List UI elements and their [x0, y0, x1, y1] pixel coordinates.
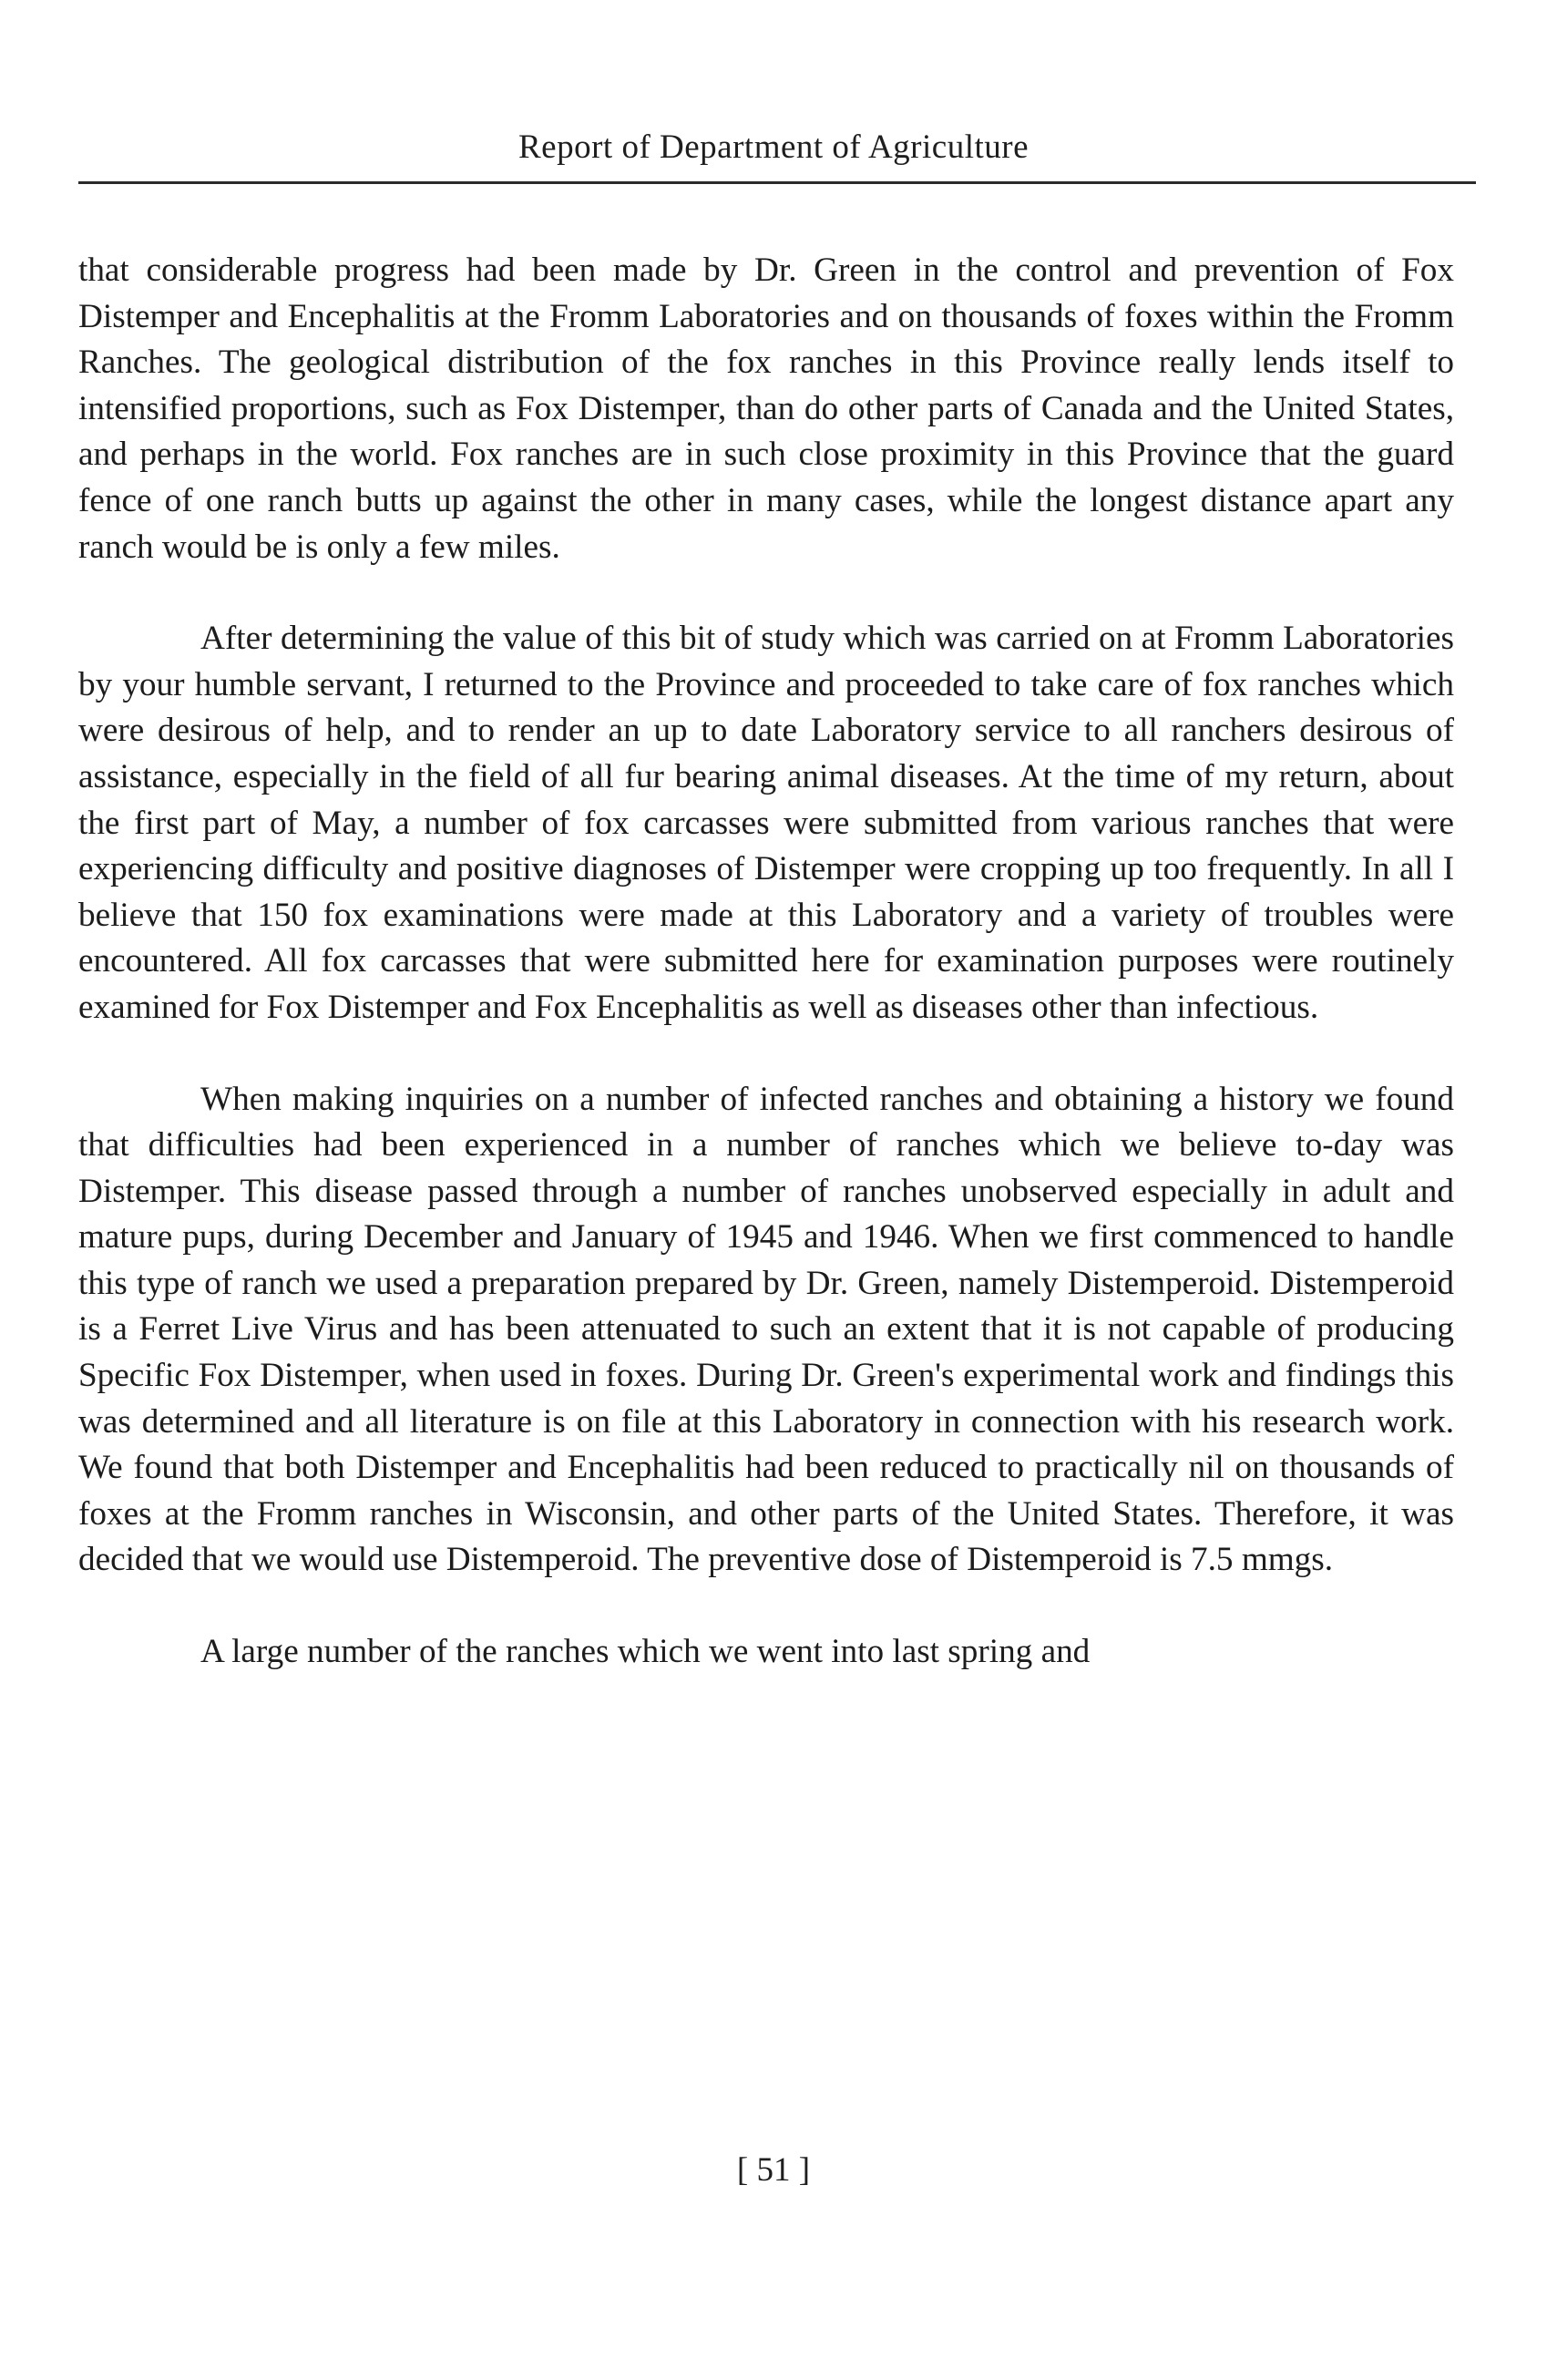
paragraph: A large number of the ranches which we went into last spring and	[200, 1633, 1091, 1671]
paragraph: When making inquiries on a number of infected ranches and obtaining a history we found that difficulties had been experienced in a number of ranches which we believe to-day was Distemper. This disease passed through a number of ranches unobserved especially in adult and mature pups, during December and January of 1945 and 1946. When we first commenced to handle this type of ranch we used a preparation prepared by Dr. Green, namely Distemperoid. Distemperoid is a Ferret Live Virus and has been attenuated to such an extent that it is not capable of producing Specific Fox Distemper, when used in foxes. During Dr. Green's experimental work and findings this was determined and all literature is on file at this Laboratory in connection with his research work. We found that both Distemper and Encephalitis had been reduced to practically nil on thousands of foxes at the Fromm ranches in Wisconsin, and other parts of the United States. Therefore, it was decided that we would use Distemperoid. The preventive dose of Distemperoid is 7.5 mmgs.	[78, 1080, 1454, 1579]
body-text	[78, 248, 1454, 1676]
paragraph-continuation: that considerable progress had been made by Dr. Green in the control and prevention of Fox Distemper and Encephalitis at the Fromm Laboratories and on thousands of foxes within the Fromm Ranches. The geological distribution of the fox ranches in this Province really lends itself to intensified proportions, such as Fox Distemper, than do other parts of Canada and the United States, and perhaps in the world. Fox ranches are in such close proximity in this Province that the guard fence of one ranch butts up against the other in many cases, while the longest distance apart any ranch would be is only a few miles.	[78, 251, 1454, 566]
page-number: [ 51 ]	[736, 2151, 811, 2189]
paragraph: After determining the value of this bit of study which was carried on at Fromm Laboratories by your humble servant, I returned to the Province and proceeded to take care of fox ranches which were desirous of help, and to render an up to date Laboratory service to all ranchers desirous of assistance, especially in the field of all fur bearing animal diseases. At the time of my return, about the first part of May, a number of fox carcasses were submitted from various ranches that were experiencing difficulty and positive diagnoses of Distemper were cropping up too frequently. In all I believe that 150 fox examinations were made at this Laboratory and a variety of troubles were encountered. All fox carcasses that were submitted here for examination purposes were routinely examined for Fox Distemper and Fox Encephalitis as well as diseases other than infectious.	[78, 620, 1454, 1026]
running-header: Report of Department of Agriculture	[518, 128, 1029, 166]
header-rule	[78, 181, 1476, 184]
